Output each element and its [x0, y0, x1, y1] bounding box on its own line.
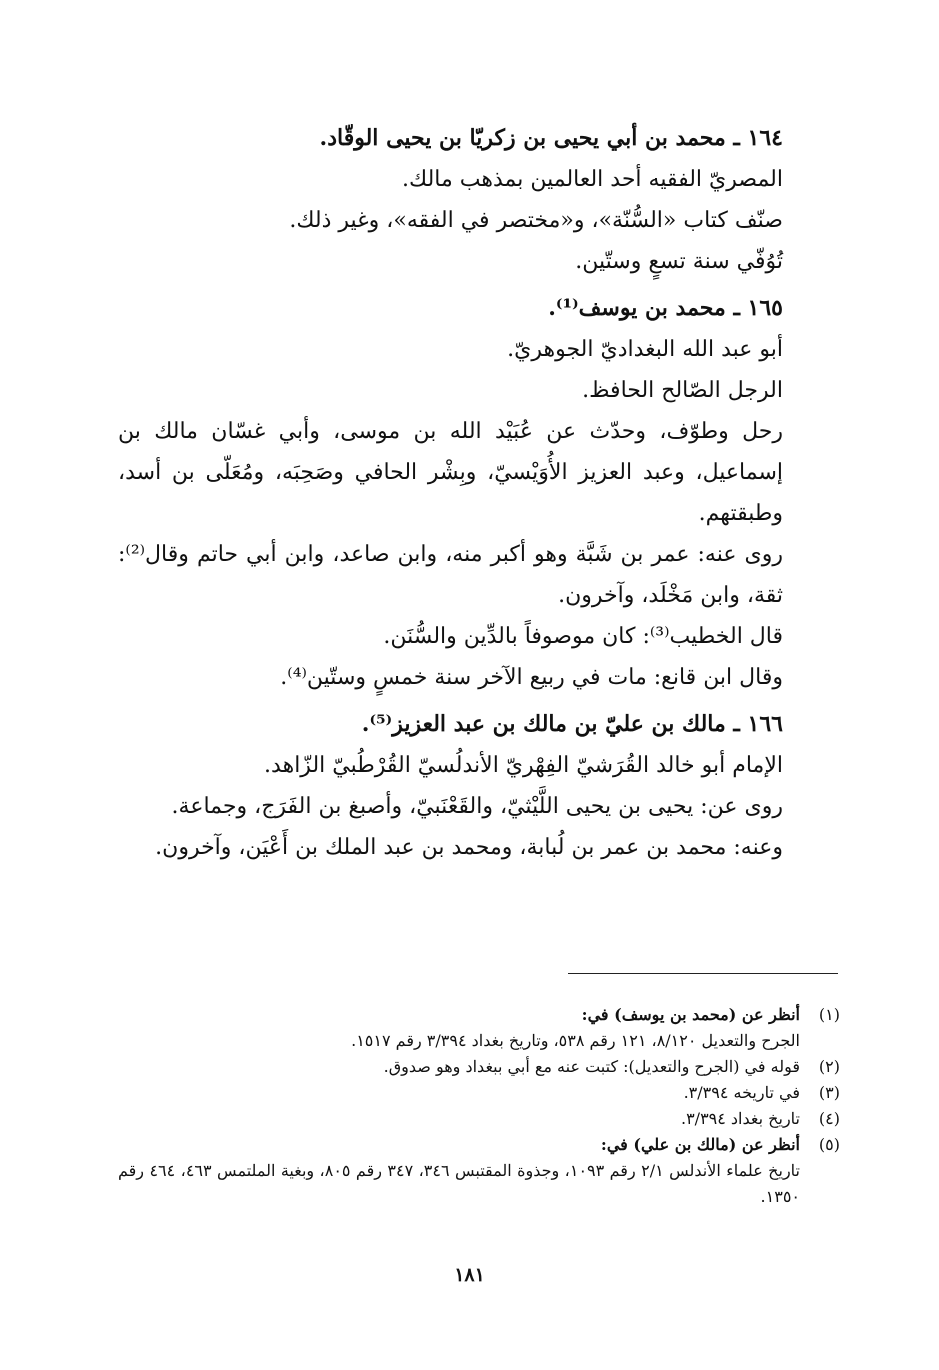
footnote-number: (٣) [818, 1083, 840, 1102]
paragraph: وعنه: محمد بن عمر بن لُبابة، ومحمد بن عبد الملك بن أَعْيَن، وآخرون. [155, 835, 783, 860]
paragraph: المصريّ الفقيه أحد العالمين بمذهب مالك. [402, 167, 783, 192]
footnote-line: قوله في (الجرح والتعديل): كتبت عنه مع أبي ببغداد وهو صدوق. [383, 1057, 800, 1076]
page-number: ١٨١ [454, 1264, 485, 1286]
footnote [118, 1054, 840, 1080]
entry-title: ١٦٦ ـ مالك بن عليّ بن مالك بن عبد العزيز⁽⁵⁾. [361, 711, 783, 737]
footnote-line: أنظر عن (محمد بن يوسف) في: [581, 1005, 800, 1024]
footnote-line: في تاريخه ٣/٣٩٤. [683, 1083, 800, 1102]
footnote-text [118, 1132, 800, 1210]
footnote [118, 1106, 840, 1132]
footnote [118, 1080, 840, 1106]
footnote-separator [568, 973, 838, 974]
footnote-text [118, 1054, 800, 1080]
paragraph: صنّف كتاب «السُّنّة»، و«مختصر في الفقه»، وغير ذلك. [289, 208, 783, 233]
paragraph: روى عن: يحيى بن يحيى اللَّيْثيّ، والقَعْنَبيّ، وأصبغ بن الفَرَج، وجماعة. [171, 794, 783, 819]
footnote-text [118, 1002, 800, 1054]
footnote-line: أنظر عن (مالك بن علي) في: [600, 1135, 800, 1154]
footnote-text [118, 1106, 800, 1132]
footnote-line: الجرح والتعديل ٨/١٢٠، ١٢١ رقم ٥٣٨، وتاريخ بغداد ٣/٣٩٤ رقم ١٥١٧. [351, 1031, 800, 1050]
paragraph: رحل وطوّف، وحدّث عن عُبَيْد الله بن موسى، وأبي غسّان مالك بن إسماعيل، وعبد العزيز الأُوَيْسيّ، وبِشْر الحافي وصَحِبَه، ومُعَلّى بن أسد، وطبقتهم. [118, 419, 783, 526]
footnote-line: تاريخ بغداد ٣/٣٩٤. [680, 1109, 800, 1128]
paragraph: الرجل الصّالح الحافظ. [582, 378, 783, 403]
paragraph: قال الخطيب⁽³⁾: كان موصوفاً بالدِّين والسُّنَن. [383, 624, 783, 649]
footnote-number: (٤) [818, 1109, 840, 1128]
footnote [118, 1132, 840, 1210]
footnote-number: (٥) [818, 1135, 840, 1154]
paragraph: أبو عبد الله البغداديّ الجوهريّ. [507, 337, 783, 362]
paragraph: تُوُفّي سنة تسعٍ وستّين. [575, 249, 783, 274]
paragraph: وقال ابن قانع: مات في ربيع الآخر سنة خمسٍ وستّين⁽⁴⁾. [280, 665, 783, 690]
footnote [118, 1002, 840, 1054]
main-text [118, 118, 783, 868]
footnote-number: (١) [818, 1005, 840, 1024]
footnote-number: (٢) [818, 1057, 840, 1076]
paragraph: روى عنه: عمر بن شَبَّة وهو أكبر منه، وابن صاعد، وابن أبي حاتم وقال⁽²⁾: ثقة، وابن مَخْلَد، وآخرون. [118, 542, 783, 608]
footnote-text [118, 1080, 800, 1106]
footnotes [118, 1002, 840, 1210]
entry-title: ١٦٤ ـ محمد بن أبي يحيى بن زكريّا بن يحيى الوقّاد. [319, 125, 783, 151]
paragraph: الإمام أبو خالد القُرَشيّ الفِهْريّ الأندلُسيّ القُرْطُبيّ الزّاهد. [264, 753, 783, 778]
entry-title: ١٦٥ ـ محمد بن يوسف⁽¹⁾. [548, 295, 783, 321]
footnote-line: تاريخ علماء الأندلس ٢/١ رقم ١٠٩٣، وجذوة المقتبس ٣٤٦، ٣٤٧ رقم ٨٠٥، وبغية الملتمس ٤٦٣، ٤٦٤ رقم ١٣٥٠. [118, 1161, 800, 1206]
